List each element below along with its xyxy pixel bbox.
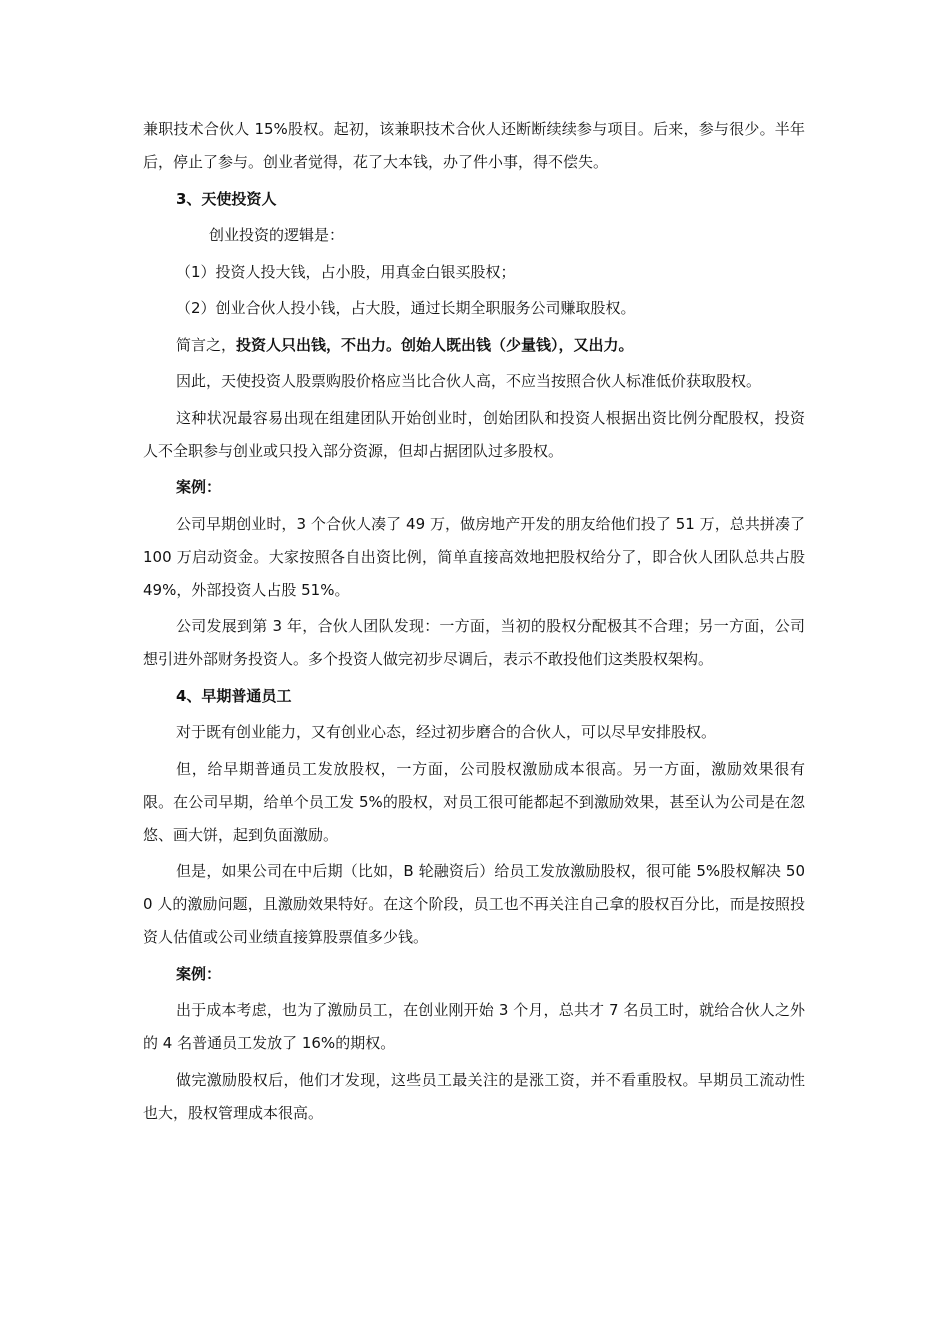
paragraph-case2-result: 做完激励股权后，他们才发现，这些员工最关注的是涨工资，并不看重股权。早期员工流动性也大，股权管理成本很高。 [143, 1070, 805, 1122]
paragraph-investment-logic: 创业投资的逻辑是： [209, 226, 345, 244]
paragraph-later-stage: 但是，如果公司在中后期（比如，B 轮融资后）给员工发放激励股权，很可能 5%股权解决 500 人的激励问题，且激励效果特好。在这个阶段，员工也不再关注自己拿的股权百分比，而是按照投资人估值或公司业绩直接算股票值多少钱。 [143, 862, 805, 946]
paragraph-partner-equity: 兼职技术合伙人 15%股权。起初，该兼职技术合伙人还断断续续参与项目。后来，参与很少。半年后，停止了参与。创业者觉得，花了大本钱，办了件小事，得不偿失。 [143, 120, 805, 171]
case-label-1: 案例： [176, 478, 222, 496]
list-item-partner: （2）创业合伙人投小钱，占大股，通过长期全职服务公司赚取股权。 [176, 299, 636, 317]
summary-bold: 投资人只出钱，不出力。创始人既出钱（少量钱），又出力。 [236, 335, 634, 354]
paragraph-situation: 这种状况最容易出现在组建团队开始创业时，创始团队和投资人根据出资比例分配股权，投资人不全职参与创业或只投入部分资源，但却占据团队过多股权。 [143, 408, 805, 460]
paragraph-case1-start: 公司早期创业时，3 个合伙人凑了 49 万，做房地产开发的朋友给他们投了 51 万，总共拼凑了 100 万启动资金。大家按照各自出资比例，简单直接高效地把股权给分了，即合伙人团队总共占股 49%，外部投资人占股 51%。 [143, 514, 805, 599]
document-body [143, 113, 805, 1133]
paragraph-summary [143, 329, 805, 362]
paragraph-early-arrangement: 对于既有创业能力，又有创业心态，经过初步磨合的合伙人，可以尽早安排股权。 [176, 723, 717, 741]
paragraph-case2-options: 出于成本考虑，也为了激励员工，在创业刚开始 3 个月，总共才 7 名员工时，就给合伙人之外的 4 名普通员工发放了 16%的期权。 [143, 1001, 805, 1052]
paragraph-case1-year3: 公司发展到第 3 年，合伙人团队发现：一方面，当初的股权分配极其不合理；另一方面，公司想引进外部财务投资人。多个投资人做完初步尽调后，表示不敢投他们这类股权架构。 [143, 617, 805, 668]
section-heading-angel-investor: 3、天使投资人 [176, 189, 277, 208]
list-item-investor: （1）投资人投大钱，占小股，用真金白银买股权； [176, 262, 516, 281]
summary-prefix: 简言之， [176, 335, 237, 354]
section-heading-early-employees: 4、早期普通员工 [176, 686, 292, 705]
case-label-2: 案例： [176, 964, 222, 983]
paragraph-angel-price: 因此，天使投资人股票购股价格应当比合伙人高，不应当按照合伙人标准低价获取股权。 [176, 372, 762, 390]
paragraph-early-cost: 但，给早期普通员工发放股权，一方面，公司股权激励成本很高。另一方面，激励效果很有限。在公司早期，给单个员工发 5%的股权，对员工很可能都起不到激励效果，甚至认为公司是在忽悠、画大饼，起到负面激励。 [143, 759, 805, 844]
